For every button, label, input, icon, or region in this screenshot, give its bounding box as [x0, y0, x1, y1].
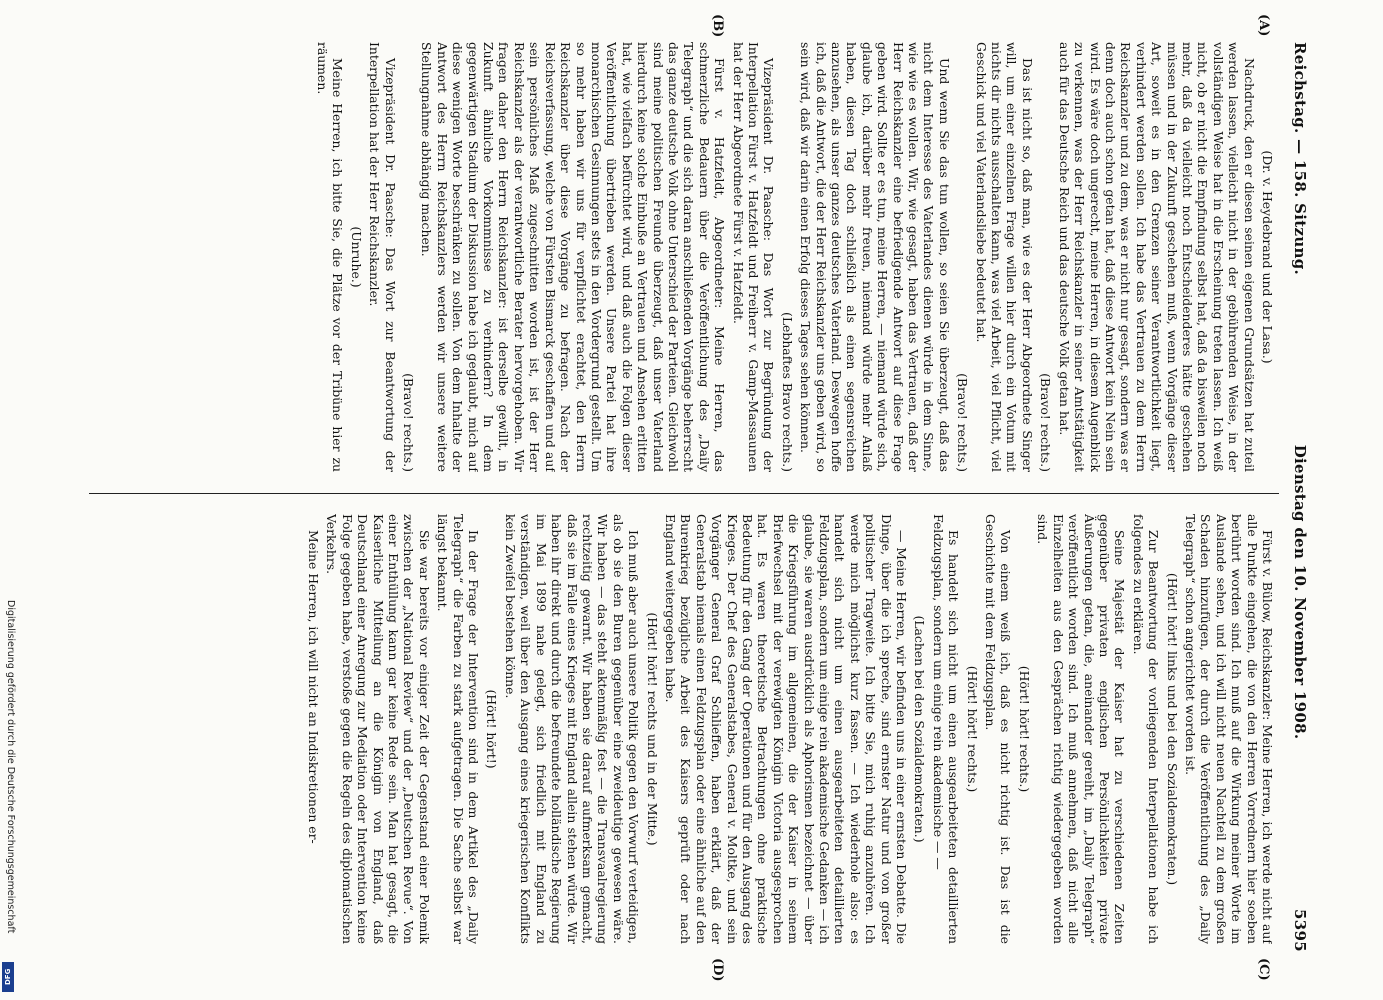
paragraph: (Hört! hört! rechts.) — [964, 665, 980, 793]
margin-mark-b: (B) — [710, 14, 725, 38]
paragraph: Meine Herren, ich bitte Sie, die Plätze vor der Tribüne hier zu räumen. — [315, 42, 346, 472]
paragraph: (Hört! hört!) — [484, 689, 500, 769]
paragraph: (Unruhe.) — [348, 226, 364, 288]
page-header — [1285, 42, 1315, 952]
digitization-credit: Digitalisierung gefördert durch die Deutsche Forschungsgemeinschaft — [5, 600, 16, 934]
paragraph: Fürst v. Bülow, Reichskanzler: Meine Herren, ich werde nicht auf alle Punkte eingehen, die von den Herren Vorrednern hier soeben berührt worden sind. Ich muß auf die Wirkung meiner Worte im Auslande sehen, und ich will nicht neuen Nachteil zu dem großen Schaden hinzufügen, der durch die Veröffentlichung des „Daily Telegraph“ schon angerichtet worden ist. — [1182, 514, 1275, 944]
paragraph: Nachdruck, den er diesen seinen eigenen Grundsätzen hat zuteil werden lassen, vielleicht nicht in der gebührenden Weise, in der vollständigen Weise hat in die Erscheinung treten lassen. Ich weiß nicht, ob er nicht die Empfindung selbst hat, daß da bisweilen noch mehr, daß da vielleicht noch Entscheidenderes hätte geschehen müssen und in der Zukunft geschehen muß, wenn Vorgänge dieser Art, soweit es in den Grenzen seiner Verantwortlichkeit liegt, verhindert werden sollen. Ich habe das Vertrauen zu dem Herrn Reichskanzler und zu dem, was er nicht nur gesagt, sondern was er denn doch auch schon getan hat, daß diese Antwort kein Nein sein wird. Es wäre doch ungerecht, meine Herren, in diesem Augenblick zu verkennen, was der Herr Reichskanzler in seiner Amtstätigkeit auch für das Deutsche Reich und das deutsche Volk getan hat. — [1056, 42, 1257, 472]
paragraph: Sie war bereits vor einiger Zeit der Gegenstand einer Polemik zwischen der „National Review“ und der „Deutschen Revue“. Von einer Enthüllung kann gar keine Rede sein. Man hat gesagt, die Kaiserliche Mitteilung an die Königin von England, daß Deutschland einer Anregung zur Mediation oder Intervention keine Folge gegeben habe, verstoße gegen die Regeln des diplomatischen Verkehrs. — [324, 514, 432, 944]
rotated-page-body — [75, 14, 1315, 982]
paragraph: (Dr. v. Heydebrand und der Lasa.) — [1260, 150, 1275, 364]
paragraph: (Hört! hört! links und bei den Sozialdemokraten.) — [1164, 572, 1180, 886]
paragraph: Vizepräsident Dr. Paasche: Das Wort zur Begründung der Interpellation Fürst v. Hatzfeldt und Freiherr v. Gamp-Massaunen hat der Herr Abgeordnete Fürst v. Hatzfeldt. — [730, 42, 777, 472]
margin-mark-a: (A) — [1256, 14, 1271, 37]
paragraph: (Lebhaftes Bravo rechts.) — [779, 312, 795, 472]
paragraph: Es handelt sich nicht um einen ausgearbeiteten detaillierten Feldzugsplan, sondern um einige rein akademische — — — [930, 514, 962, 944]
paragraph: (Bravo! rechts.) — [955, 373, 971, 472]
paragraph: Und wenn Sie das tun wollen, so seien Sie überzeugt, daß das nicht dem Interesse des Vaterlandes dienen würde in dem Sinne, wie wie es wollen. Wir, wie gesagt, haben das Vertrauen, daß der Herr Reichskanzler eine befriedigende Antwort auf diese Frage geben wird. Sollte er es tun, meine Herren, — niemand würde sich, glaube ich, darüber mehr freuen, niemand würde mehr Anlaß haben, diesen Tag doch schließlich als einen segensreichen anzusehen, als unser ganzes deutsches Vaterland. Deswegen hoffe ich, daß die Antwort, die der Herr Reichskanzler uns geben wird, so sein wird, daß wir darin einen Erfolg dieses Tages sehen können. — [798, 42, 952, 472]
header-left: Reichstag. — 158. Sitzung. — [1291, 42, 1309, 276]
paragraph: Meine Herren, ich will nicht an Indiskretionen er- — [306, 530, 322, 844]
paragraph: (Hört! hört! rechts.) — [1016, 665, 1032, 793]
paragraph: (Hört! hört! rechts und in der Mitte.) — [644, 612, 660, 846]
paragraph: Vizepräsident Dr. Paasche: Das Wort zur Beantwortung der Interpellation hat der Herr Reichskanzler. — [367, 42, 398, 472]
page-number: 5395 — [1291, 909, 1309, 952]
paragraph: (Bravo! rechts.) — [1038, 373, 1054, 472]
right-text-column — [95, 514, 1275, 944]
paragraph: Zur Beantwortung der vorliegenden Interpellationen habe ich folgendes zu erklären. — [1130, 514, 1162, 944]
left-text-column — [95, 42, 1275, 472]
paragraph: Ich muß aber auch unsere Politik gegen den Vorwurf verteidigen, als ob sie den Buren gegenüber eine zweideutige gewesen wäre. Wir haben — das steht aktenmäßig fest — die Transvaalregierung rechtzeitig gewarnt. Wir haben sie darauf aufmerksam gemacht, daß sie im Falle eines Krieges mit England allein stehen würde. Wir haben ihr direkt und durch die befreundete holländische Regierung im Mai 1899 nahe gelegt, sich friedlich mit England zu verständigen, weil über den Ausgang eines kriegerischen Konflikts kein Zweifel bestehen könne. — [502, 514, 642, 944]
paragraph: (Lachen bei den Sozialdemokraten.) — [912, 615, 928, 843]
paragraph: Von einem weiß ich, daß es nicht richtig ist. Das ist die Geschichte mit dem Feldzugsplan. — [983, 514, 1014, 944]
paragraph: (Bravo! rechts.) — [401, 373, 417, 472]
paragraph: Fürst v. Hatzfeldt, Abgeordneter: Meine Herren, das schmerzliche Bedauern über die Veröffentlichung des „Daily Telegraph“ und die sich daran anschließenden Vorgänge beherrscht das ganze deutsche Volk ohne Unterschied der Parteien. Gleichwohl sind meine politischen Freunde überzeugt, daß unser Vaterland hierdurch keine solche Einbuße an Vertrauen und Ansehen erlitten hat, wie vielfach befürchtet wird, und daß auch die Folgen dieser Veröffentlichung übertrieben werden. Unsere Partei hat ihre monarchischen Gesinnungen stets in den Vordergrund gestellt. Um so mehr haben wir uns für verpflichtet erachtet, den Herrn Reichskanzler über diese Vorgänge zu befragen. Nach der Reichsverfassung, welche von Fürsten Bismarck geschaffen und auf sein persönliches Maß zugeschnitten worden ist, ist der Herr Reichskanzler als der verantwortliche Berater hervorgehoben. Wir fragen daher den Herrn Reichskanzler: ist derselbe gewillt, in Zukunft ähnliche Vorkommnisse zu verhindern? In dem gegenwärtigen Stadium der Diskussion habe ich geglaubt, mich auf diese wenigen Worte beschränken zu sollen. Von dem Inhalte der Antwort des Herrn Reichskanzlers werden wir unsere weitere Stellungnahme abhängig machen. — [419, 42, 728, 472]
paragraph: Seine Majestät der Kaiser hat zu verschiedenen Zeiten gegenüber privaten englischen Persönlichkeiten private Äußerungen getan, die, aneinander gereiht, im „Daily Telegraph“ veröffentlicht worden sind. Ich muß annehmen, daß nicht alle Einzelheiten aus den Gesprächen richtig wiedergegeben worden sind. — [1035, 514, 1128, 944]
header-center: Dienstag den 10. November 1908. — [1291, 444, 1309, 740]
column-divider — [89, 493, 1279, 494]
margin-mark-c: (C) — [1256, 958, 1271, 981]
margin-mark-d: (D) — [710, 958, 725, 982]
paragraph: Das ist nicht so, daß man, wie es der Herr Abgeordnete Singer will, um einer einzelnen Frage willen hier durch ein Votum mit nichts dir nichts ausschalten kann, was viel Arbeit, viel Pflicht, viel Geschick und viel Vaterlandsliebe bedeutet hat. — [973, 42, 1035, 472]
paragraph: — Meine Herren, wir befinden uns in einer ernsten Debatte. Die Dinge, über die ich spreche, sind ernster Natur und von großer politischer Tragweite. Ich bitte Sie, mich ruhig anzuhören. Ich werde mich möglichst kurz fassen. — Ich wiederhole also: es handelt sich nicht um einen ausgearbeiteten detaillierten Feldzugsplan, sondern um einige rein akademische Gedanken — ich glaube, sie waren ausdrücklich als Aphorismen bezeichnet — über die Kriegsführung im allgemeinen, die der Kaiser in seinem Briefwechsel mit der verewigten Königin Victoria ausgesprochen hat. Es waren theoretische Betrachtungen ohne praktische Bedeutung für den Gang der Operationen und für den Ausgang des Krieges. Der Chef des Generalstabes, General v. Moltke, und sein Vorgänger General Graf Schlieffen, haben erklärt, daß der Generalstab niemals einen Feldzugsplan oder eine ähnliche auf den Burenkrieg bezügliche Arbeit des Kaisers geprüft oder nach England weitergegeben habe. — [662, 514, 910, 944]
paragraph: In der Frage der Intervention sind in dem Artikel des „Daily Telegraph“ die Farben zu stark aufgetragen. Die Sache selbst war längst bekannt. — [435, 514, 482, 944]
dfg-logo: DFG — [2, 962, 14, 992]
